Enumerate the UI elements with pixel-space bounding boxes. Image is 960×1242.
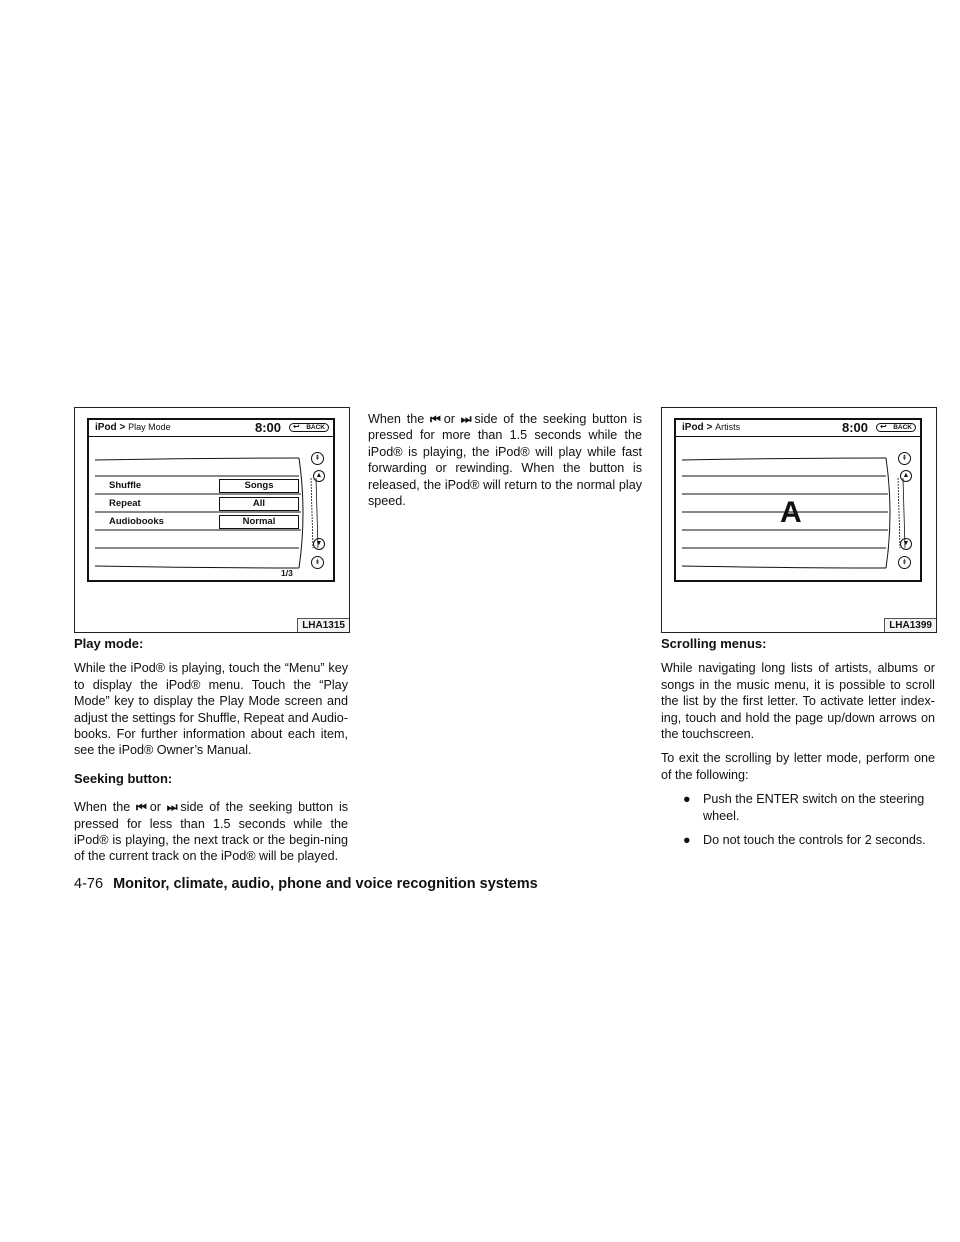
page-up-icon[interactable]: ▲ bbox=[313, 470, 325, 482]
row-value-audiobooks[interactable]: Normal bbox=[219, 515, 299, 529]
bullet-icon: ● bbox=[683, 833, 691, 848]
figure-label: LHA1315 bbox=[297, 618, 349, 632]
heading-seeking-button: Seeking button: bbox=[74, 770, 173, 786]
exit-options-list bbox=[661, 791, 935, 848]
page-up-fast-icon[interactable]: ⇞ bbox=[898, 452, 911, 465]
breadcrumb-separator: > bbox=[706, 422, 713, 433]
list-item bbox=[683, 832, 935, 848]
para-play-mode: While the iPod® is playing, touch the “Menu” key to display the iPod® menu. Touch the “Play Mode” key to display the Play Mode screen and adjust the settings for Shuffle, Repeat and Audio-books. For further information about each item, see the iPod® Owner’s Manual. bbox=[74, 661, 348, 758]
bullet-text: Push the ENTER switch on the steering wheel. bbox=[703, 792, 925, 823]
ipod-play-mode-screen bbox=[87, 418, 335, 582]
text-when-the: When the bbox=[74, 800, 131, 815]
next-track-icon: ⏭ bbox=[460, 412, 469, 426]
clock: 8:00 bbox=[841, 420, 868, 435]
heading-play-mode: Play mode: bbox=[74, 636, 144, 651]
para-scrolling-menus: While navigating long lists of artists, albums or songs in the music menu, it is possible to scroll the list by the first letter. To activate letter index-ing, touch and hold the page up/down arrows on the touchscreen. bbox=[661, 661, 935, 742]
page-up-fast-icon[interactable]: ⇞ bbox=[311, 452, 324, 465]
para-seeking-short bbox=[74, 799, 348, 865]
bullet-icon: ● bbox=[683, 792, 691, 807]
previous-track-icon: ⏮ bbox=[430, 412, 438, 426]
row-value-repeat[interactable]: All bbox=[219, 497, 299, 511]
row-label-shuffle: Shuffle bbox=[109, 480, 142, 491]
para-seeking-long bbox=[368, 411, 642, 509]
back-arrow-icon: ↩ bbox=[880, 422, 887, 431]
breadcrumb-title: Play Mode bbox=[128, 422, 171, 432]
breadcrumb-source: iPod bbox=[682, 422, 704, 433]
page-up-icon[interactable]: ▲ bbox=[900, 470, 912, 482]
back-arrow-icon: ↩ bbox=[293, 422, 300, 431]
page-down-fast-icon[interactable]: ⇟ bbox=[311, 556, 324, 569]
next-track-icon: ⏭ bbox=[166, 800, 175, 815]
back-label: BACK bbox=[306, 424, 325, 431]
text-or: or bbox=[443, 412, 455, 426]
heading-scrolling-menus: Scrolling menus: bbox=[661, 636, 767, 651]
figure-label: LHA1399 bbox=[884, 618, 936, 632]
para-exit-scrolling: To exit the scrolling by letter mode, perform one of the following: bbox=[661, 751, 935, 782]
list-item bbox=[683, 791, 935, 824]
text-seeking-long-body: side of the seeking button is pressed for more than 1.5 seconds while the iPod® is playing, the iPod® will play while fast forwarding or rewinding. When the button is released, the iPod® will return to the normal play speed. bbox=[368, 412, 643, 509]
left-column bbox=[74, 636, 348, 873]
back-label: BACK bbox=[893, 424, 912, 431]
right-column bbox=[661, 636, 935, 856]
breadcrumb-source: iPod bbox=[95, 422, 117, 433]
clock: 8:00 bbox=[254, 420, 281, 435]
text-when-the: When the bbox=[368, 412, 425, 426]
row-value-shuffle[interactable]: Songs bbox=[219, 479, 299, 493]
ipod-artists-screen bbox=[674, 418, 922, 582]
middle-column bbox=[368, 411, 642, 517]
page-down-fast-icon[interactable]: ⇟ bbox=[898, 556, 911, 569]
breadcrumb-title: Artists bbox=[715, 422, 741, 432]
page-number: 4-76 bbox=[74, 876, 104, 892]
row-label-audiobooks: Audiobooks bbox=[109, 516, 164, 527]
previous-track-icon: ⏮ bbox=[136, 800, 144, 815]
page-down-icon[interactable]: ▼ bbox=[900, 538, 912, 550]
figure-artists bbox=[661, 407, 937, 633]
figure-play-mode bbox=[74, 407, 350, 633]
bullet-text: Do not touch the controls for 2 seconds. bbox=[703, 833, 926, 848]
text-or: or bbox=[149, 800, 161, 815]
breadcrumb-separator: > bbox=[119, 422, 126, 433]
page-footer bbox=[74, 876, 538, 892]
section-title: Monitor, climate, audio, phone and voice recognition systems bbox=[113, 876, 538, 892]
text-seeking-short-body: side of the seeking button is pressed for less than 1.5 seconds while the iPod® is playing, the next track or the begin-ning of the current track on the iPod® will be played. bbox=[74, 800, 349, 864]
page-indicator: 1/3 bbox=[281, 568, 293, 578]
page-down-icon[interactable]: ▼ bbox=[313, 538, 325, 550]
row-label-repeat: Repeat bbox=[109, 498, 141, 509]
index-letter: A bbox=[780, 496, 802, 529]
